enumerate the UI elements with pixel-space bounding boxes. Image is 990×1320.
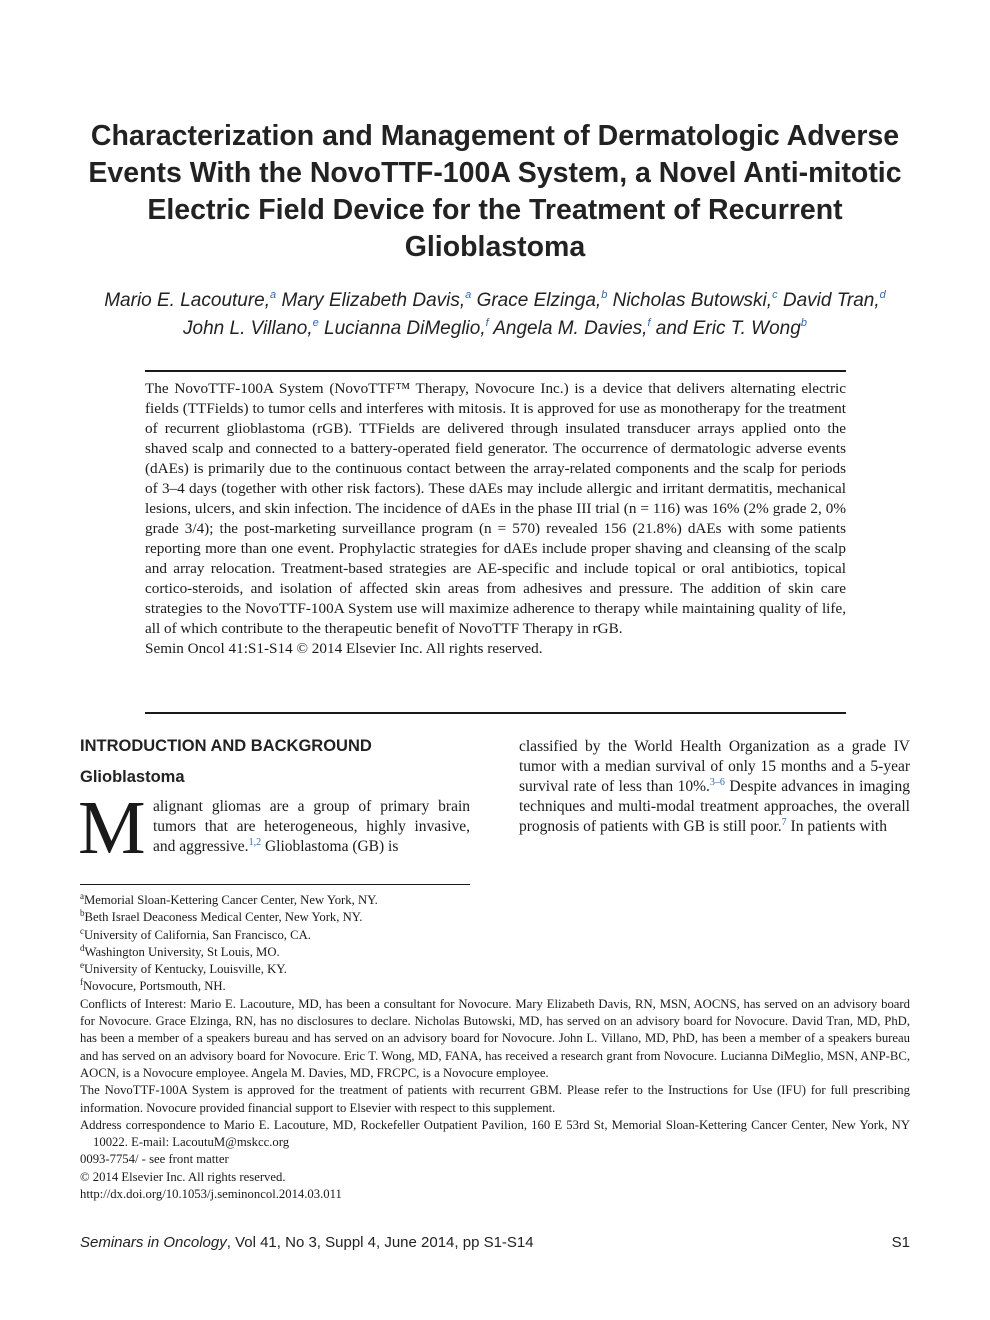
- affiliation: $^c$University of California, San Francisco, CA.: [80, 925, 311, 942]
- abstract-bottom-rule: [145, 712, 846, 714]
- issn: 0093-7754/ - see front matter: [80, 1152, 229, 1167]
- abstract-citation: Semin Oncol 41:S1-S14 © 2014 Elsevier Inc. All rights reserved.: [145, 640, 543, 657]
- page-number: S1: [891, 1234, 910, 1251]
- author: and Eric T. Wong$^b$: [655, 317, 807, 339]
- affiliation: $^d$Washington University, St Louis, MO.: [80, 942, 280, 959]
- section-heading: INTRODUCTION AND BACKGROUND: [80, 737, 372, 755]
- abstract-text: The NovoTTF-100A System (NovoTTF™ Therapy, Novocure Inc.) is a device that delivers alternating electric fields (TTFields) to tumor cells and interferes with mitosis. It is approved for use as monotherapy for the treatment of recurrent glioblastoma (rGB). TTFields are delivered through insulated transducer arrays applied onto the shaved scalp and connected to a battery-operated field generator. The occurrence of dermatologic adverse events (dAEs) is primarily due to the continuous contact between the array-related components and the scalp for periods of 3–4 days (together with other risk factors). These dAEs may include allergic and irritant dermatitis, mechanical lesions, ulcers, and skin infection. The incidence of dAEs in the phase III trial (n = 116) was 16% (2% grade 2, 0% grade 3/4); the post-marketing surveillance program (n = 570) revealed 156 (21.8%) dAEs with some patients reporting more than one event. Prophylactic strategies for dAEs include proper shaving and cleansing of the scalp and array relocation. Treatment-based strategies are AE-specific and include topical or oral antibiotics, topical cortico-steroids, and isolation of affected skin areas from adhesives and pressure. The addition of skin care strategies to the NovoTTF-100A System use will maximize adherence to therapy while maintaining quality of life, all of which contribute to the therapeutic benefit of NovoTTF Therapy in rGB.: [145, 380, 846, 637]
- abstract-top-rule: [145, 370, 846, 372]
- affiliation: $^f$Novocure, Portsmouth, NH.: [80, 977, 226, 994]
- citation-link[interactable]: 1,2: [248, 837, 262, 848]
- author: Angela M. Davies,$^f$: [493, 317, 651, 339]
- affiliation: $^a$Memorial Sloan-Kettering Cancer Center, New York, NY.: [80, 891, 378, 907]
- author: Nicholas Butowski,$^c$: [612, 289, 778, 311]
- body-paragraph-right: classified by the World Health Organization as a grade IV tumor with a median survival of only 15 months and a 5-year survival rate of less than 10%.$^{3-6}$ Despite advances in imaging techniques and multi-modal treatment approaches, the overall prognosis of patients with GB is still poor.$^7$ In patients with: [519, 738, 910, 835]
- journal-citation: , Vol 41, No 3, Suppl 4, June 2014, pp S1-S14: [226, 1234, 534, 1251]
- drop-cap: M: [78, 786, 146, 870]
- citation-link[interactable]: 7: [781, 817, 787, 828]
- approval-note: The NovoTTF-100A System is approved for the treatment of patients with recurrent GBM. Please refer to the Instructions for Use (IFU) for full prescribing information. Novocure provided financial support to Elsevier with respect to this supplement.: [80, 1083, 910, 1115]
- author: Mary Elizabeth Davis,$^a$: [281, 289, 472, 311]
- citation-link[interactable]: 3–6: [709, 777, 725, 788]
- author: Mario E. Lacouture,$^a$: [104, 289, 277, 311]
- footnotes: [80, 892, 910, 1203]
- conflicts-of-interest: Conflicts of Interest: Mario E. Lacouture, MD, has been a consultant for Novocure. Mary Elizabeth Davis, RN, MSN, AOCNS, has served on an advisory board for Novocure. Grace Elzinga, RN, has no disclosures to declare. Nicholas Butowski, MD, has served on an advisory board for Novocure. David Tran, MD, PhD, has been a member of a speakers bureau and has served on an advisory board for Novocure. John L. Villano, MD, PhD, has been a member of a speakers bureau and has served on an advisory board for Novocure. Eric T. Wong, MD, FANA, has received a research grant from Novocure. Lucianna DiMeglio, MSN, ANP-BC, AOCN, is a Novocure employee. Angela M. Davies, MD, FRCPC, is a Novocure employee.: [80, 996, 910, 1080]
- body-paragraph-left: alignant gliomas are a group of primary brain tumors that are heterogeneous, highly invasive, and aggressive.$^{1,2}$ Glioblastoma (GB) is: [153, 798, 470, 855]
- abstract: [145, 379, 846, 659]
- affiliation: $^b$Beth Israel Deaconess Medical Center, New York, NY.: [80, 908, 363, 925]
- doi-link[interactable]: http://dx.doi.org/10.1053/j.seminoncol.2014.03.011: [80, 1187, 342, 1202]
- article-title: Characterization and Management of Dermatologic Adverse Events With the NovoTTF-100A System, a Novel Anti-mitotic Electric Field Device for the Treatment of Recurrent Glioblastoma: [88, 120, 902, 263]
- affiliation: $^e$University of Kentucky, Louisville, KY.: [80, 960, 287, 977]
- author: David Tran,$^d$: [782, 289, 886, 311]
- correspondence-address: Address correspondence to Mario E. Lacouture, MD, Rockefeller Outpatient Pavilion, 160 E 53rd St, Memorial Sloan-Kettering Cancer Center, New York, NY 10022. E-mail: LacoutuM@mskcc.org: [80, 1117, 910, 1150]
- journal-footer: [80, 1234, 534, 1251]
- copyright: © 2014 Elsevier Inc. All rights reserved.: [80, 1169, 286, 1184]
- subsection-heading: Glioblastoma: [80, 768, 185, 786]
- author: John L. Villano,$^e$: [183, 317, 319, 339]
- journal-name: Seminars in Oncology: [80, 1234, 227, 1251]
- footnote-rule: [80, 884, 470, 885]
- author: Grace Elzinga,$^b$: [476, 289, 608, 311]
- author-list: [60, 287, 930, 343]
- author: Lucianna DiMeglio,$^f$: [324, 317, 489, 339]
